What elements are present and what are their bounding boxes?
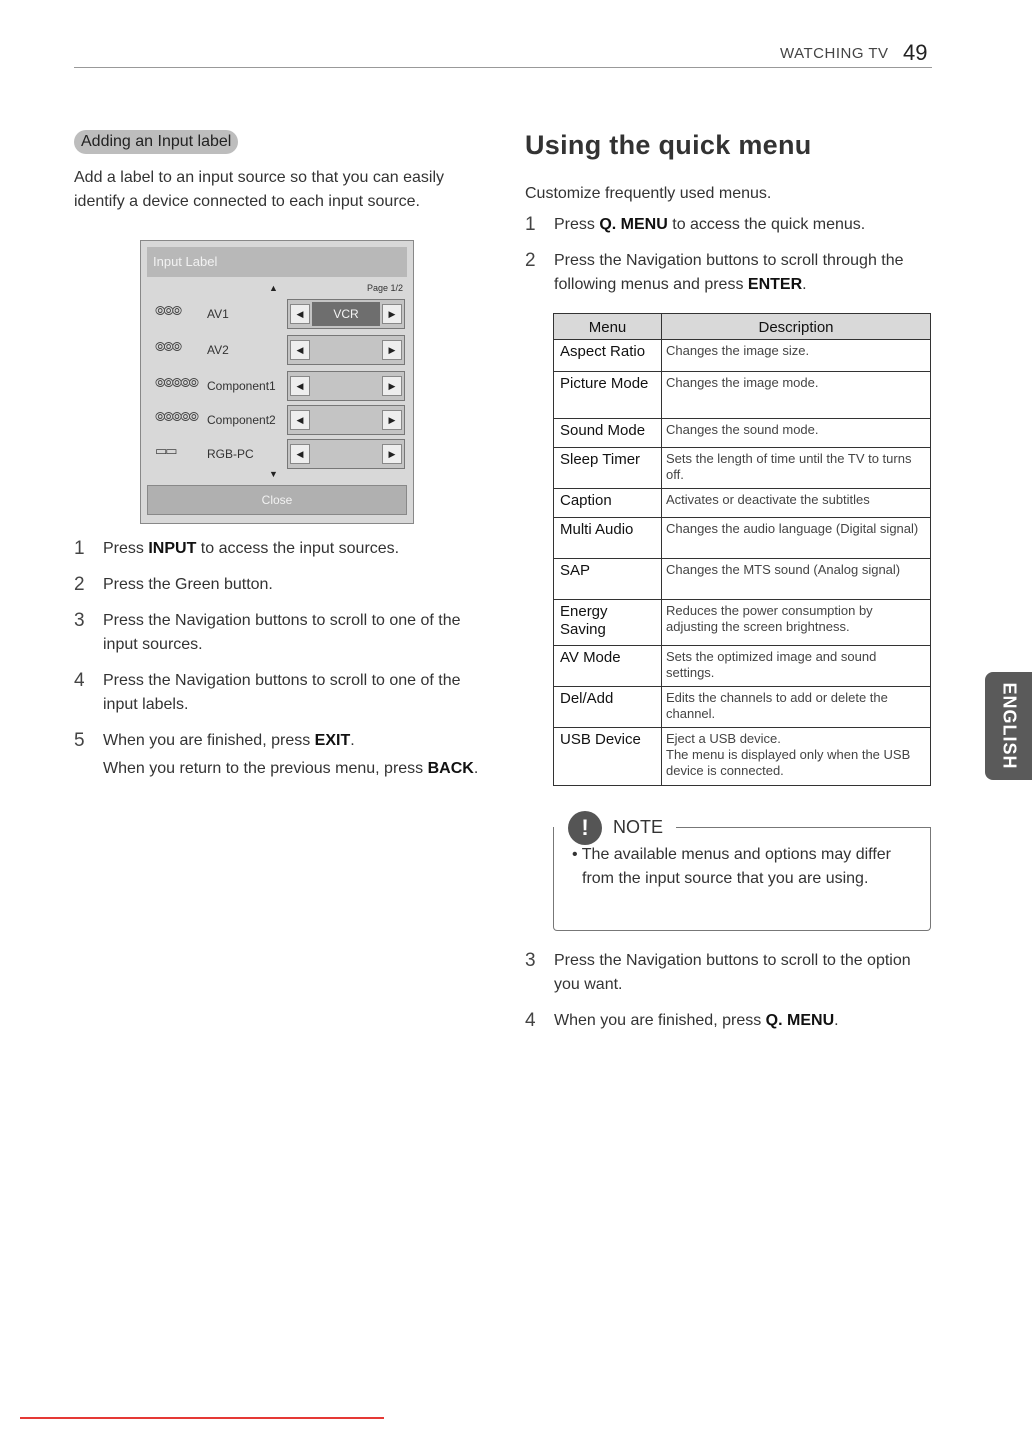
left-intro: Add a label to an input source so that you can easily identify a device connected to each input source. <box>74 169 445 210</box>
arrow-right-icon[interactable]: ▶ <box>382 376 402 396</box>
av-jack-icon: ⦾⦾⦾ <box>155 339 181 354</box>
table-row <box>554 600 931 646</box>
header-rule <box>74 67 932 68</box>
arrow-right-icon[interactable]: ▶ <box>382 444 402 464</box>
table-row <box>554 518 931 559</box>
description-cell: Changes the sound mode. <box>662 419 931 448</box>
description-cell: Reduces the power consumption by adjusting the screen brightness. <box>662 600 931 646</box>
step-item <box>525 1009 935 1033</box>
step-text: Press <box>554 216 600 233</box>
table-row <box>554 372 931 419</box>
step-key: INPUT <box>148 540 197 557</box>
step-text: Press the Navigation buttons to scroll to the option you want. <box>554 952 911 993</box>
step-text: to access the quick menus. <box>667 216 866 233</box>
step-number: 1 <box>74 538 85 559</box>
arrow-right-icon[interactable]: ▶ <box>382 410 402 430</box>
step-number: 1 <box>525 214 536 235</box>
note-text <box>568 843 908 891</box>
osd-row-label: AV2 <box>207 343 229 357</box>
step-text: . <box>802 276 807 293</box>
step-text: When you are finished, press <box>554 1012 766 1029</box>
language-tab-label: ENGLISH <box>999 682 1019 770</box>
right-column <box>525 130 935 309</box>
page-number: 49 <box>903 40 928 65</box>
note-body: The available menus and options may differ from the input source that you are using. <box>581 846 891 887</box>
scroll-up-icon: ▲ <box>269 283 278 293</box>
menu-cell: USB Device <box>554 728 662 786</box>
right-intro: Customize frequently used menus. <box>525 185 772 202</box>
table-row <box>554 687 931 728</box>
step-text: Press <box>103 540 149 557</box>
table-row <box>554 448 931 489</box>
quick-menu-table <box>553 313 931 786</box>
note-title: NOTE <box>613 817 664 837</box>
step-text: . <box>473 760 479 777</box>
arrow-right-icon[interactable]: ▶ <box>382 304 402 324</box>
arrow-left-icon[interactable]: ◀ <box>290 444 310 464</box>
step-text: Press the Green button. <box>103 576 273 593</box>
description-cell: Changes the image mode. <box>662 372 931 419</box>
column-header-description: Description <box>662 314 931 340</box>
menu-cell: AV Mode <box>554 646 662 687</box>
osd-row <box>151 371 407 401</box>
step-item <box>74 609 494 657</box>
osd-row-value <box>312 374 380 398</box>
description-cell: Edits the channels to add or delete the channel. <box>662 687 931 728</box>
av-jack-icon: ⦾⦾⦾ <box>155 303 181 318</box>
left-column <box>74 130 494 214</box>
step-number: 2 <box>525 250 536 271</box>
header-section: WATCHING TV <box>780 45 889 62</box>
right-steps <box>525 213 935 297</box>
menu-cell: Sound Mode <box>554 419 662 448</box>
osd-row-label: RGB-PC <box>207 447 254 461</box>
table-row <box>554 559 931 600</box>
component-jack-icon: ⦾⦾⦾⦾⦾ <box>155 375 198 390</box>
menu-cell: SAP <box>554 559 662 600</box>
step-item <box>74 537 494 561</box>
bullet-icon: • <box>572 846 578 863</box>
step-number: 4 <box>525 1010 536 1031</box>
menu-cell: Picture Mode <box>554 372 662 419</box>
table-header-row <box>554 314 931 340</box>
footer-red-line <box>20 1417 384 1419</box>
osd-row-value <box>312 408 380 432</box>
step-number: 5 <box>74 730 85 751</box>
step-key: Q. MENU <box>765 1012 835 1029</box>
osd-value-selector[interactable] <box>287 405 405 435</box>
step-number: 2 <box>74 574 85 595</box>
step-text: Press the Navigation buttons to scroll to one of the input labels. <box>103 672 461 713</box>
step-text: When you are finished, press <box>103 732 315 749</box>
osd-row-label: AV1 <box>207 307 229 321</box>
step-item <box>74 573 494 597</box>
exclamation-icon: ! <box>568 811 602 845</box>
table-row <box>554 489 931 518</box>
osd-row-label: Component2 <box>207 413 276 427</box>
arrow-left-icon[interactable]: ◀ <box>290 304 310 324</box>
osd-row-value <box>312 338 380 362</box>
step-item <box>74 669 494 717</box>
step-text: . <box>834 1012 839 1029</box>
step-text: . <box>350 732 355 749</box>
section-title: Using the quick menu <box>525 130 812 160</box>
scroll-down-icon: ▼ <box>269 469 278 479</box>
osd-value-selector[interactable] <box>287 299 405 329</box>
arrow-right-icon[interactable]: ▶ <box>382 340 402 360</box>
menu-cell: Caption <box>554 489 662 518</box>
table-row <box>554 728 931 786</box>
osd-value-selector[interactable] <box>287 439 405 469</box>
osd-row <box>151 335 407 365</box>
osd-row-value: VCR <box>312 302 380 326</box>
step-key: Q. MENU <box>599 216 668 233</box>
step-text: to access the input sources. <box>196 540 400 557</box>
step-number: 3 <box>525 950 536 971</box>
osd-row <box>151 405 407 435</box>
section-pill: Adding an Input label <box>74 130 238 154</box>
menu-cell: Sleep Timer <box>554 448 662 489</box>
table-row <box>554 340 931 372</box>
osd-row <box>151 439 407 469</box>
input-label-osd <box>140 240 414 524</box>
step-item <box>74 729 494 781</box>
step-text: Press the Navigation buttons to scroll through the following menus and press <box>554 252 904 293</box>
description-cell: Changes the image size. <box>662 340 931 372</box>
osd-page-indicator: Page 1/2 <box>367 283 404 293</box>
step-number: 4 <box>74 670 85 691</box>
arrow-left-icon[interactable]: ◀ <box>290 410 310 430</box>
step-text: When you return to the previous menu, press <box>103 760 428 777</box>
arrow-left-icon[interactable]: ◀ <box>290 340 310 360</box>
description-cell: Changes the audio language (Digital signal) <box>662 518 931 559</box>
step-key: EXIT <box>314 732 351 749</box>
right-steps-continued <box>525 949 935 1045</box>
menu-cell: Del/Add <box>554 687 662 728</box>
description-cell: Sets the optimized image and sound settings. <box>662 646 931 687</box>
description-cell: Changes the MTS sound (Analog signal) <box>662 559 931 600</box>
table-row <box>554 419 931 448</box>
step-item <box>525 213 935 237</box>
osd-row-label: Component1 <box>207 379 276 393</box>
menu-cell: Multi Audio <box>554 518 662 559</box>
rgb-port-icon: ▭▭ <box>155 443 176 458</box>
step-number: 3 <box>74 610 85 631</box>
step-subtext <box>103 757 494 781</box>
arrow-left-icon[interactable]: ◀ <box>290 376 310 396</box>
step-text: Press the Navigation buttons to scroll to one of the input sources. <box>103 612 461 653</box>
step-item <box>525 949 935 997</box>
step-item <box>525 249 935 297</box>
component-jack-icon: ⦾⦾⦾⦾⦾ <box>155 409 198 424</box>
note-rule <box>676 827 931 828</box>
step-key: BACK <box>427 760 474 777</box>
menu-cell: Aspect Ratio <box>554 340 662 372</box>
description-cell: Sets the length of time until the TV to turns off. <box>662 448 931 489</box>
description-cell: Eject a USB device. The menu is displayed only when the USB device is connected. <box>662 728 931 786</box>
table-row <box>554 646 931 687</box>
osd-value-selector[interactable] <box>287 371 405 401</box>
step-key: ENTER <box>747 276 803 293</box>
osd-value-selector[interactable] <box>287 335 405 365</box>
left-steps <box>74 537 494 793</box>
description-cell: Activates or deactivate the subtitles <box>662 489 931 518</box>
osd-close-button[interactable]: Close <box>147 485 407 515</box>
osd-title: Input Label <box>147 247 407 277</box>
language-tab <box>985 672 1032 780</box>
menu-cell: Energy Saving <box>554 600 662 646</box>
column-header-menu: Menu <box>554 314 662 340</box>
osd-row <box>151 299 407 329</box>
osd-row-value <box>312 442 380 466</box>
